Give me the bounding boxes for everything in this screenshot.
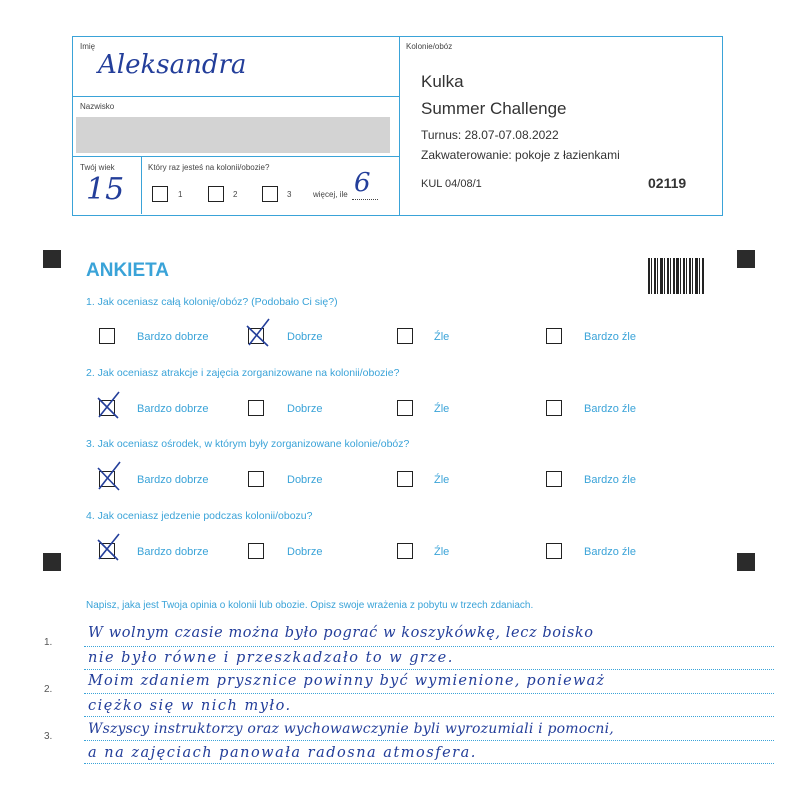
opinion-line-2a[interactable]: Moim zdaniem prysznice powinny być wymienione, ponieważ (88, 673, 606, 689)
writing-line-2b (84, 716, 774, 717)
form-number: 02119 (648, 175, 687, 191)
q4-checkbox-bardzo-dobrze[interactable] (99, 543, 115, 559)
q2-option-zle: Źle (434, 403, 450, 415)
q4-option-bardzo-dobrze: Bardzo dobrze (137, 546, 209, 558)
q3-option-bardzo-zle: Bardzo źle (584, 474, 636, 486)
wiecej-label: więcej, ile (313, 190, 348, 199)
ankieta-title: ANKIETA (86, 260, 170, 281)
q2-option-bardzo-zle: Bardzo źle (584, 403, 636, 415)
q4-option-dobrze: Dobrze (287, 546, 323, 558)
writing-line-3a (84, 740, 774, 741)
q4-option-zle: Źle (434, 546, 450, 558)
line-number-3: 3. (44, 731, 53, 742)
q2-option-bardzo-dobrze: Bardzo dobrze (137, 403, 209, 415)
visits-opt1: 1 (178, 190, 183, 199)
q1-checkbox-bardzo-zle[interactable] (546, 328, 562, 344)
q3-checkbox-dobrze[interactable] (248, 471, 264, 487)
nazwisko-redaction (76, 117, 390, 153)
q3-option-bardzo-dobrze: Bardzo dobrze (137, 474, 209, 486)
q1-checkbox-zle[interactable] (397, 328, 413, 344)
q4-checkbox-bardzo-zle[interactable] (546, 543, 562, 559)
ktory-raz-label: Który raz jesteś na kolonii/obozie? (148, 163, 270, 172)
q1-option-dobrze: Dobrze (287, 331, 323, 343)
writing-line-3b (84, 763, 774, 764)
q1-checkbox-bardzo-dobrze[interactable] (99, 328, 115, 344)
turnus: Turnus: 28.07-07.08.2022 (421, 128, 559, 142)
wiecej-value[interactable]: 6 (354, 168, 371, 198)
opinion-prompt: Napisz, jaka jest Twoja opinia o kolonii lub obozie. Opisz swoje wrażenia z pobytu w trzech zdaniach. (86, 600, 534, 611)
visits-checkbox-2[interactable] (208, 186, 224, 202)
barcode (648, 258, 704, 294)
registration-marker-tr (737, 250, 755, 268)
q1-option-zle: Źle (434, 331, 450, 343)
q1-checkbox-dobrze[interactable] (248, 328, 264, 344)
camp-code: KUL 04/08/1 (421, 178, 482, 190)
q4-checkbox-zle[interactable] (397, 543, 413, 559)
q3-checkbox-bardzo-zle[interactable] (546, 471, 562, 487)
q3-option-dobrze: Dobrze (287, 474, 323, 486)
wiecej-underline (352, 199, 378, 200)
opinion-line-1b[interactable]: nie było równe i przeszkadzało to w grze. (88, 650, 454, 666)
imie-value[interactable]: Aleksandra (98, 50, 247, 80)
q2-checkbox-bardzo-dobrze[interactable] (99, 400, 115, 416)
camp-program: Summer Challenge (421, 99, 567, 118)
opinion-line-3a[interactable]: Wszyscy instruktorzy oraz wychowawczynie byli wyrozumiali i pomocni, (88, 721, 614, 737)
q4-checkbox-dobrze[interactable] (248, 543, 264, 559)
line-number-1: 1. (44, 637, 53, 648)
q3-checkbox-bardzo-dobrze[interactable] (99, 471, 115, 487)
q2-checkbox-zle[interactable] (397, 400, 413, 416)
q2-option-dobrze: Dobrze (287, 403, 323, 415)
divider-3 (141, 157, 142, 214)
q2-checkbox-dobrze[interactable] (248, 400, 264, 416)
divider-2 (72, 156, 400, 157)
opinion-line-2b[interactable]: ciężko się w nich myło. (88, 698, 292, 714)
zakwaterowanie: Zakwaterowanie: pokoje z łazienkami (421, 148, 620, 162)
question-4: 4. Jak oceniasz jedzenie podczas kolonii/obozu? (86, 510, 313, 522)
q4-option-bardzo-zle: Bardzo źle (584, 546, 636, 558)
visits-opt3: 3 (287, 190, 292, 199)
registration-marker-tl (43, 250, 61, 268)
question-2: 2. Jak oceniasz atrakcje i zajęcia zorganizowane na kolonii/obozie? (86, 367, 400, 379)
registration-marker-bl (43, 553, 61, 571)
q3-option-zle: Źle (434, 474, 450, 486)
kolonia-label: Kolonie/obóz (406, 42, 453, 51)
opinion-line-1a[interactable]: W wolnym czasie można było pograć w koszykówkę, lecz boisko (88, 625, 594, 641)
q1-option-bardzo-zle: Bardzo źle (584, 331, 636, 343)
imie-label: Imię (80, 42, 96, 51)
line-number-2: 2. (44, 684, 53, 695)
question-3: 3. Jak oceniasz ośrodek, w którym były zorganizowane kolonie/obóz? (86, 438, 410, 450)
divider-1 (72, 96, 400, 97)
wiek-label: Twój wiek (80, 163, 115, 172)
opinion-line-3b[interactable]: a na zajęciach panowała radosna atmosfera. (88, 745, 477, 761)
nazwisko-label: Nazwisko (80, 102, 115, 111)
writing-line-1b (84, 669, 774, 670)
visits-opt2: 2 (233, 190, 238, 199)
wiek-value[interactable]: 15 (86, 172, 125, 207)
question-1: 1. Jak oceniasz całą kolonię/obóz? (Podobało Ci się?) (86, 296, 338, 308)
registration-marker-br (737, 553, 755, 571)
q2-checkbox-bardzo-zle[interactable] (546, 400, 562, 416)
visits-checkbox-1[interactable] (152, 186, 168, 202)
writing-line-2a (84, 693, 774, 694)
q1-option-bardzo-dobrze: Bardzo dobrze (137, 331, 209, 343)
visits-checkbox-3[interactable] (262, 186, 278, 202)
camp-name: Kulka (421, 72, 464, 91)
writing-line-1a (84, 646, 774, 647)
q3-checkbox-zle[interactable] (397, 471, 413, 487)
